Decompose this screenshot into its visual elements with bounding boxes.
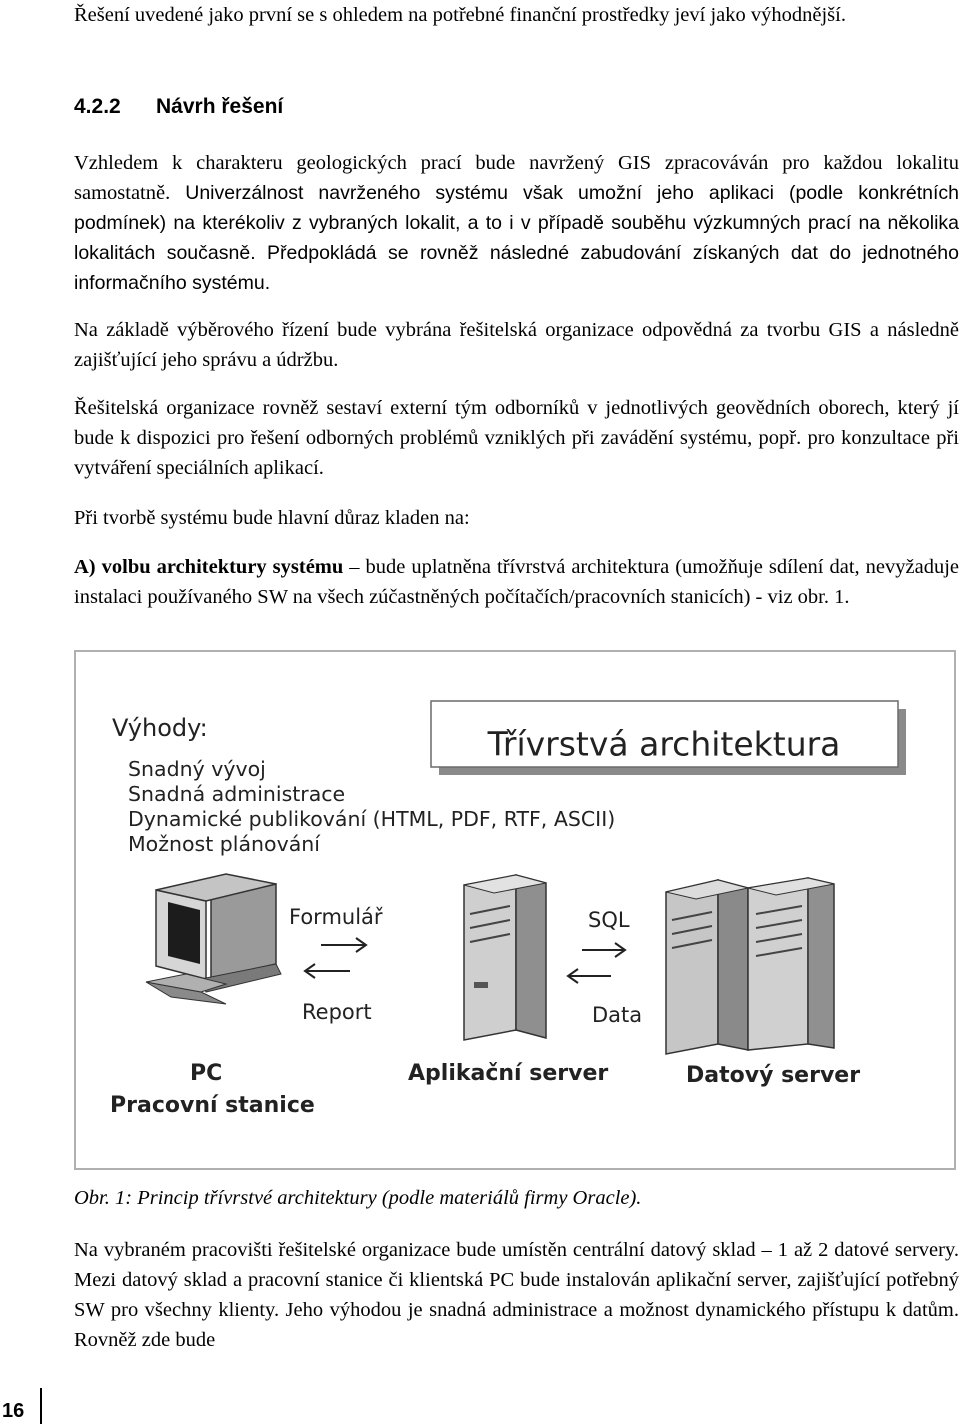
- arrow-label-data: Data: [592, 1003, 643, 1027]
- workstation-label: Pracovní stanice: [110, 1093, 315, 1118]
- section-number: 4.2.2: [74, 95, 121, 118]
- paragraph-architecture: [74, 552, 959, 612]
- paragraph-gis: [74, 148, 959, 298]
- section-heading: [74, 95, 283, 119]
- database-server-icon: [666, 878, 834, 1054]
- architecture-figure: [74, 650, 956, 1170]
- arrow-left-icon: [305, 964, 350, 978]
- diagram-title: Třívrstvá architektura: [487, 724, 841, 764]
- arrow-label-formular: Formulář: [289, 905, 383, 929]
- arrow-right-icon: [582, 943, 625, 957]
- paragraph-gis-part3: Předpokládá se rovněž následné zabudování získaných dat do jednotného informačního systému.: [74, 242, 959, 294]
- page-number-divider: [40, 1388, 42, 1424]
- pc-label: PC: [190, 1061, 223, 1086]
- arrow-right-icon: [321, 938, 366, 952]
- architecture-text: – bude uplatněna třívrstvá architektura (umožňuje sdílení dat, nevyžaduje instalaci používaného SW na všech zúčastněných počítačích/pracovních stanicích) - viz obr. 1.: [74, 556, 959, 608]
- paragraph-team: Řešitelská organizace rovněž sestaví externí tým odborníků v jednotlivých geovědních oborech, který jí bude k dispozici pro řešení odborných problémů vzniklých při zavádění systému, popř. pro konzultace při vytváření speciálních aplikací.: [74, 397, 959, 479]
- paragraph-datawarehouse: Na vybraném pracovišti řešitelské organizace bude umístěn centrální datový sklad – 1 až 2 datové servery. Mezi datový sklad a pracovní stanice či klientská PC bude instalován aplikační server, zajišťující potřebný SW pro všechny klienty. Jeho výhodou je snadná administrace a možnost dynamického přístupu k datům. Rovněž zde bude: [74, 1239, 959, 1351]
- pc-icon: [146, 874, 281, 1004]
- paragraph-gis-part1: Vzhledem k charakteru geologických prací bude navržený GIS zpracováván pro každou lokalitu samostatně.: [74, 152, 959, 204]
- paragraph-emphasis: Při tvorbě systému bude hlavní důraz kladen na:: [74, 507, 470, 529]
- architecture-lead: A) volbu architektury systému: [74, 556, 344, 578]
- page-number: 16: [2, 1400, 25, 1422]
- advantage-item: Snadná administrace: [128, 782, 346, 806]
- advantage-item: Snadný vývoj: [128, 757, 266, 781]
- arrow-label-sql: SQL: [588, 908, 630, 932]
- figure-caption: Obr. 1: Princip třívrstvé architektury (podle materiálů firmy Oracle).: [74, 1187, 642, 1209]
- paragraph-gis-part2: Univerzálnost navrženého systému však umožní jeho aplikaci (podle konkrétních podmínek) na kterékoliv z vybraných lokalit, a to i v případě souběhu výzkumných prací na několika lokalitách současně.: [74, 182, 959, 264]
- arrow-left-icon: [568, 969, 611, 983]
- app-server-label: Aplikační server: [408, 1061, 609, 1086]
- arrow-label-report: Report: [302, 1000, 372, 1024]
- application-server-icon: [464, 875, 546, 1040]
- diagram-title-box: [431, 701, 906, 775]
- paragraph-selection: Na základě výběrového řízení bude vybrána řešitelská organizace odpovědná za tvorbu GIS a následně zajišťující jeho správu a údržbu.: [74, 319, 959, 371]
- advantage-item: Dynamické publikování (HTML, PDF, RTF, ASCII): [128, 807, 616, 831]
- db-server-label: Datový server: [686, 1063, 861, 1088]
- paragraph-intro: Řešení uvedené jako první se s ohledem na potřebné finanční prostředky jeví jako výhodnější.: [74, 4, 846, 26]
- advantage-item: Možnost plánování: [128, 832, 320, 856]
- advantages-title: Výhody:: [112, 714, 208, 742]
- section-title: Návrh řešení: [156, 95, 284, 118]
- architecture-diagram: [76, 652, 954, 1168]
